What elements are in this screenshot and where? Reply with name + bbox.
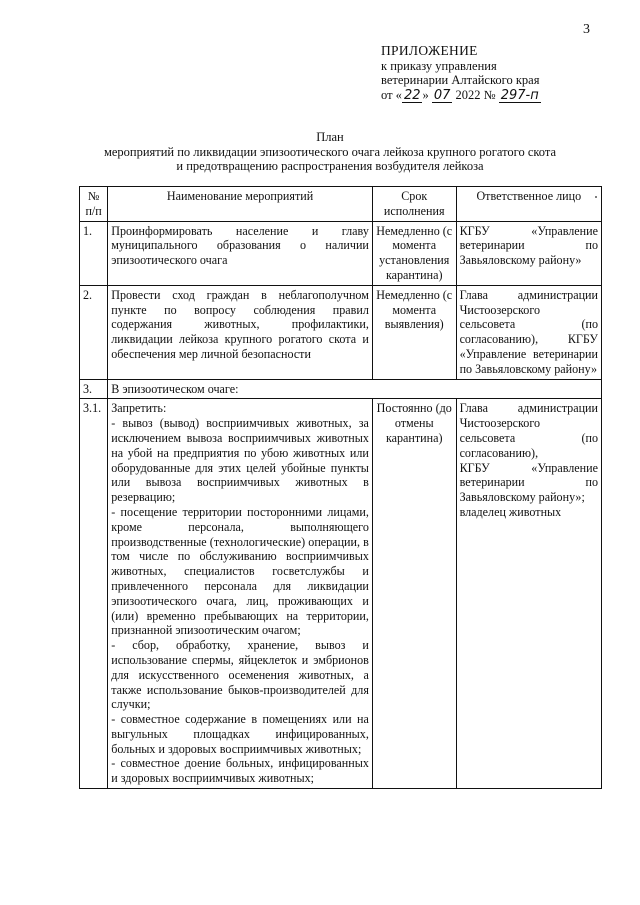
page-number: 3 bbox=[583, 22, 590, 37]
plan-subtitle-2: и предотвращению распространения возбудителя лейкоза bbox=[176, 159, 484, 173]
header-num: № п/п bbox=[80, 187, 108, 222]
header-term: Срок исполнения bbox=[372, 187, 456, 222]
responsible-a: Глава администрации Чистоозерского сельсовета (по согласованию), bbox=[459, 401, 598, 460]
row-num: 1. bbox=[80, 221, 108, 285]
year-number-label: 2022 № bbox=[455, 87, 496, 102]
date-prefix: от « bbox=[381, 87, 402, 102]
table-row bbox=[80, 379, 602, 399]
appendix-title: ПРИЛОЖЕНИЕ bbox=[381, 43, 478, 58]
appendix-line-2: ветеринарии Алтайского края bbox=[381, 73, 540, 87]
row-section-label: В эпизоотическом очаге: bbox=[108, 379, 602, 399]
prohibit-intro: Запретить: bbox=[111, 401, 167, 416]
handwritten-month: 07 bbox=[433, 87, 451, 103]
row-term: Постоянно (до отмены карантина) bbox=[372, 399, 456, 789]
row-responsible: Глава администрации Чистоозерского сельсовета (по согласованию), КГБУ «Управление ветеринарии по Завьяловскому району» bbox=[456, 285, 601, 379]
header-responsible: Ответственное лицо bbox=[456, 187, 601, 222]
plan-subtitle-1: мероприятий по ликвидации эпизоотического очага лейкоза крупного рогатого скота bbox=[103, 144, 557, 159]
plan-title: План bbox=[316, 130, 344, 144]
appendix-line-1: к приказу управления bbox=[381, 58, 497, 73]
plan-table bbox=[79, 186, 602, 789]
table-row bbox=[80, 285, 602, 379]
appendix-date-line bbox=[381, 88, 541, 103]
row-term: Немедленно (с момента выявления) bbox=[372, 285, 456, 379]
header-activity: Наименование мероприятий bbox=[108, 187, 373, 222]
row-term: Немедленно (с момента установления карантина) bbox=[372, 221, 456, 285]
responsible-b: КГБУ «Управление ветеринарии по Завьяловскому району»; bbox=[459, 460, 598, 505]
handwritten-day: 22 bbox=[403, 87, 421, 103]
row-activity: Проинформировать население и главу муниципального образования о наличии эпизоотического очага bbox=[108, 221, 373, 285]
prohibit-item: - сбор, обработку, хранение, вывоз и использование спермы, яйцеклеток и эмбрионов для искусственного осеменения животных, а также использование быков-производителей для случки; bbox=[111, 638, 369, 712]
date-quote: » bbox=[422, 87, 429, 102]
table-row bbox=[80, 221, 602, 285]
prohibit-item: - совместное доение больных, инфицированных и здоровых восприимчивых животных; bbox=[111, 756, 369, 786]
table-row bbox=[80, 399, 602, 789]
table-header-row bbox=[80, 187, 602, 222]
row-responsible: КГБУ «Управление ветеринарии по Завьяловскому району» bbox=[456, 221, 601, 285]
plan-heading bbox=[70, 130, 590, 174]
responsible-c: владелец животных bbox=[459, 504, 562, 519]
row-num: 3. bbox=[80, 379, 108, 399]
handwritten-order-number: 297-п bbox=[500, 87, 539, 103]
row-activity: Провести сход граждан в неблагополучном пункте по вопросу соблюдения правил содержания животных, профилактики, ликвидации лейкоза крупного рогатого скота и обеспечения мер личной безопасности bbox=[108, 285, 373, 379]
appendix-block bbox=[381, 44, 541, 103]
row-num: 3.1. bbox=[80, 399, 108, 789]
row-num: 2. bbox=[80, 285, 108, 379]
prohibit-item: - посещение территории посторонними лицами, кроме персонала, выполняющего производственные (технологические) операции, в том числе по обслуживанию восприимчивых животных, специалистов госветслужбы и привлеченного персонала для ликвидации эпизоотического очага, лиц, проживающих и (или) временно пребывающих на территории, признанной эпизоотическим очагом; bbox=[111, 504, 369, 638]
row-responsible bbox=[456, 399, 601, 789]
row-activity-prohibitions bbox=[108, 399, 373, 789]
prohibit-item: - совместное содержание в помещениях или на выгульных площадках инфицированных, больных и здоровых восприимчивых животных; bbox=[111, 712, 369, 756]
prohibit-item: - вывоз (вывод) восприимчивых животных, за исключением вывоза восприимчивых животных на убой на предприятия по убою животных или оборудованные для этих целей убойные пункты или вывоза восприимчивых животных в резервацию; bbox=[111, 416, 369, 505]
